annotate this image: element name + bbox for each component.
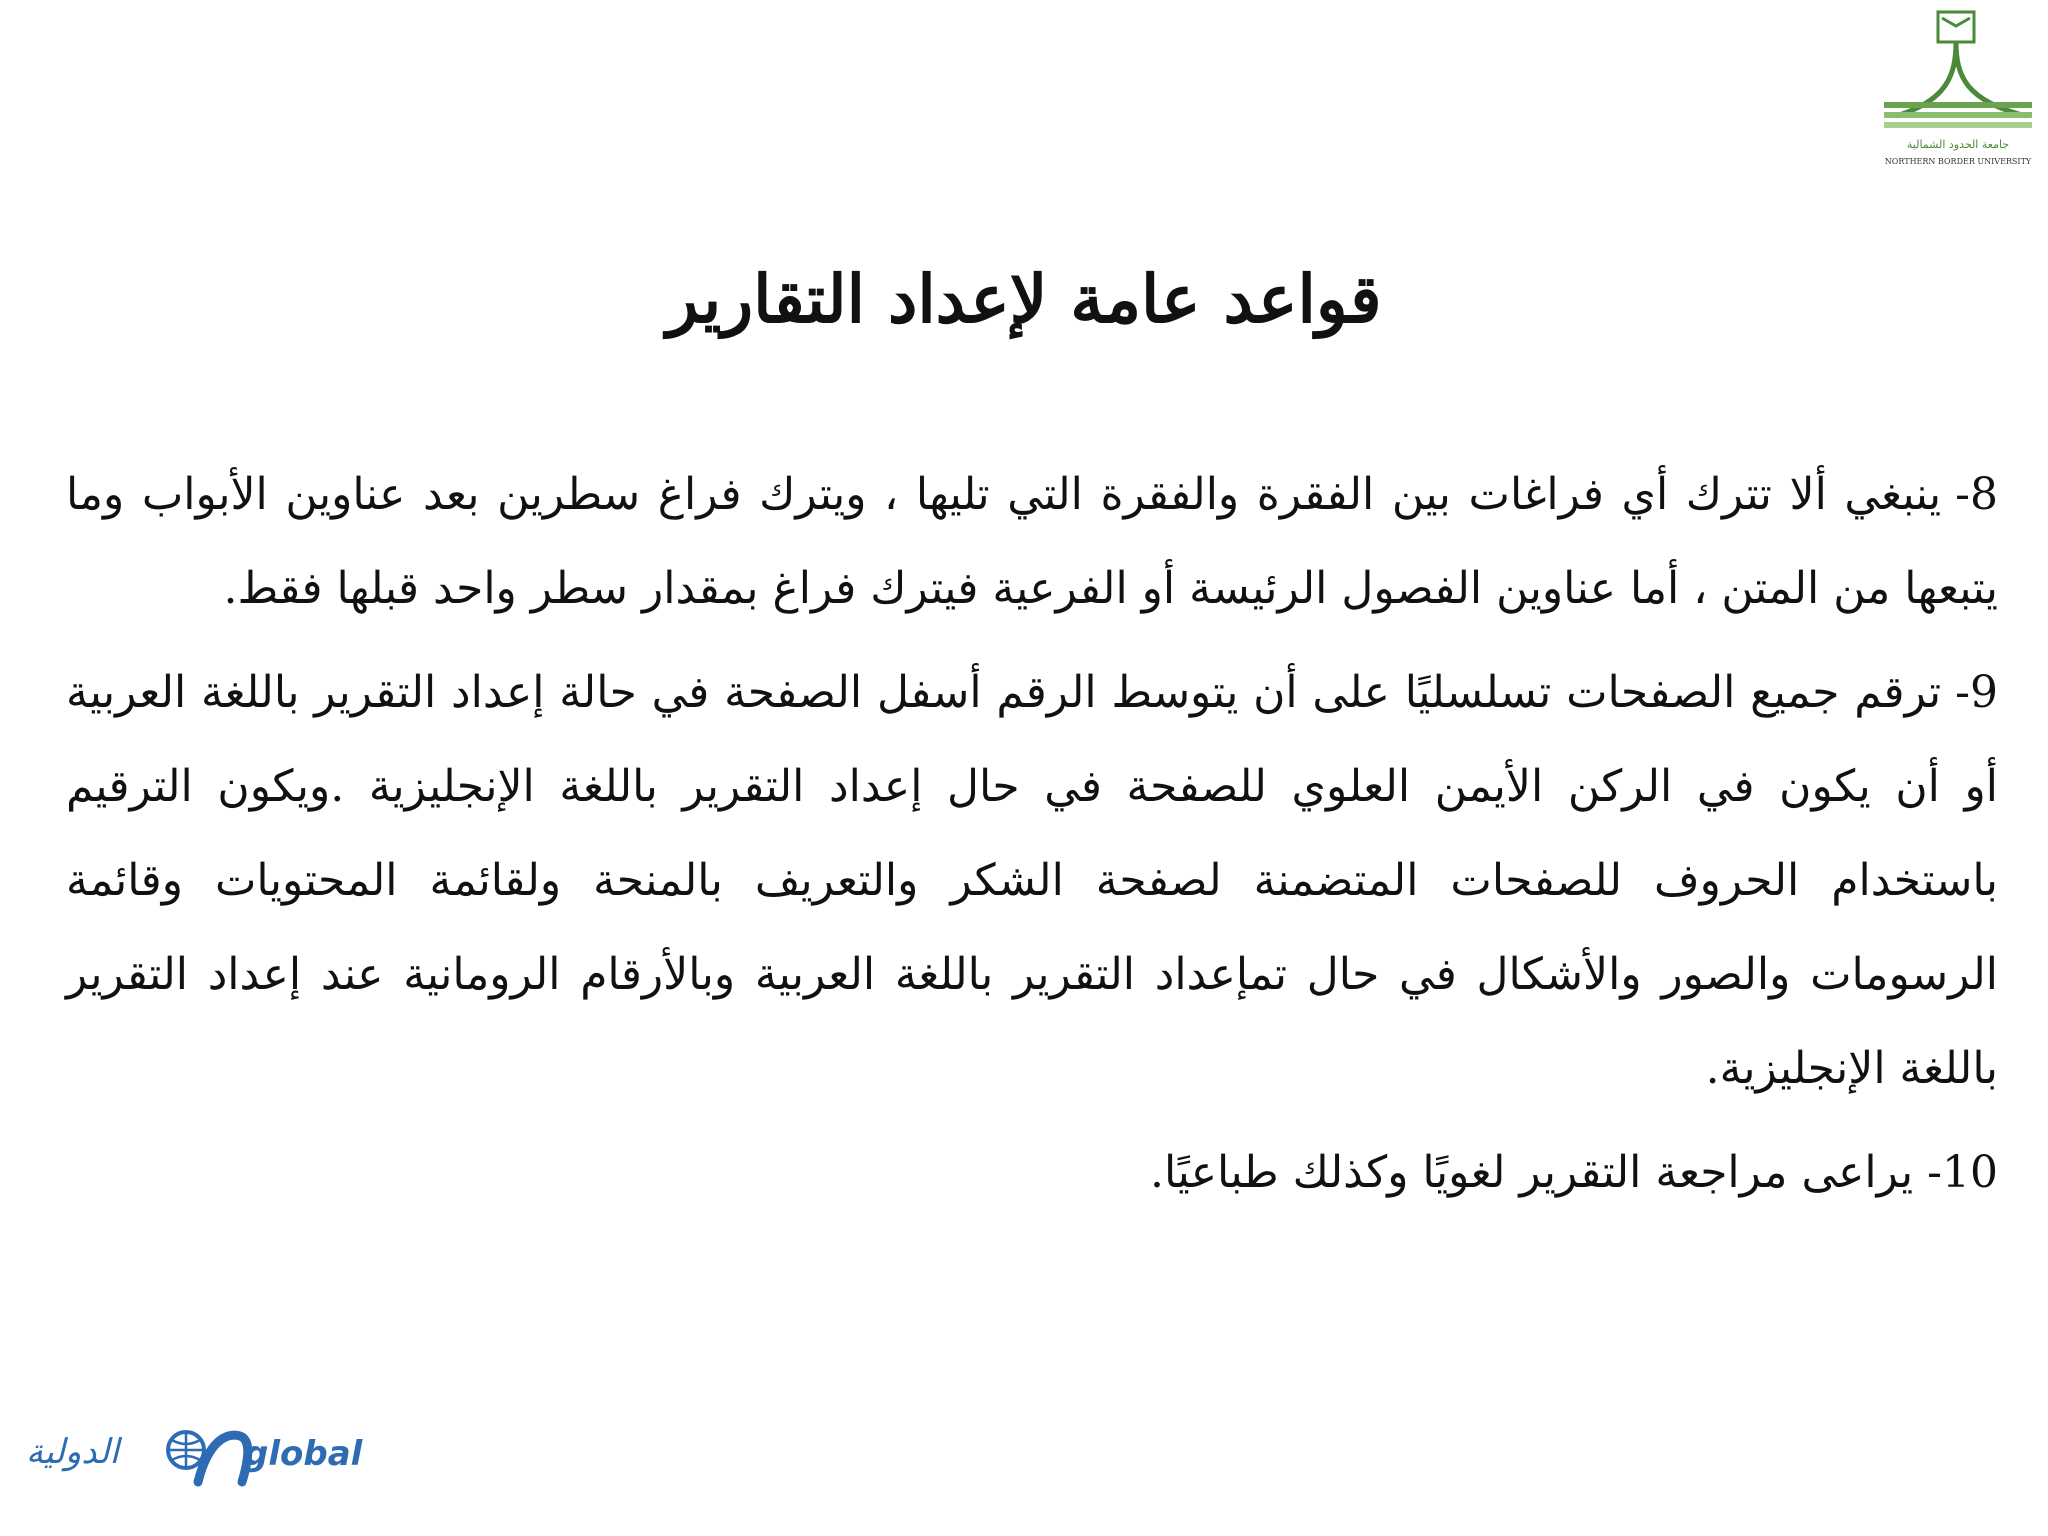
paragraph-10 bbox=[66, 1126, 1998, 1220]
university-logo bbox=[1876, 6, 2036, 176]
paragraph-text: ترقم جميع الصفحات تسلسليًا على أن يتوسط الرقم أسفل الصفحة في حالة إعداد التقرير باللغة العربية أو أن يكون في الركن الأيمن العلوي للصفحة في حال إعداد التقرير باللغة الإنجليزية .ويكون الترقيم باستخدام الحروف للصفحات المتضمنة لصفحة الشكر والتعريف بالمنحة ولقائمة المحتويات وقائمة الرسومات والصور والأشكال في حال تمإعداد التقرير باللغة العربية وبالأرقام الرومانية عند إعداد التقرير باللغة الإنجليزية. bbox=[66, 667, 1998, 1094]
university-logo-arabic: جامعة الحدود الشمالية bbox=[1906, 138, 2010, 151]
paragraph-text: يراعى مراجعة التقرير لغويًا وكذلك طباعيًا. bbox=[1150, 1147, 1914, 1198]
paragraph-text: ينبغي ألا تترك أي فراغات بين الفقرة والفقرة التي تليها ، ويترك فراغ سطرين بعد عناوين الأبواب وما يتبعها من المتن ، أما عناوين الفصول الرئيسة أو الفرعية فيترك فراغ بمقدار سطر واحد قبلها فقط. bbox=[66, 469, 1998, 614]
university-logo-english: NORTHERN BORDER UNIVERSITY bbox=[1884, 157, 2032, 166]
global-logo-arabic: الدولية bbox=[26, 1432, 119, 1472]
globe-icon bbox=[156, 1422, 256, 1492]
paragraph-9 bbox=[66, 646, 1998, 1116]
paragraph-number: -9 bbox=[1955, 667, 1998, 718]
global-logo-english: global bbox=[244, 1434, 363, 1474]
global-logo bbox=[26, 1420, 363, 1500]
paragraph-number: -8 bbox=[1955, 469, 1998, 520]
slide-body bbox=[66, 448, 1998, 1230]
paragraph-number: -10 bbox=[1927, 1147, 1998, 1198]
university-logo-graphic bbox=[1876, 6, 2036, 176]
paragraph-8 bbox=[66, 448, 1998, 636]
page-title: قواعد عامة لإعداد التقارير bbox=[666, 260, 1382, 338]
